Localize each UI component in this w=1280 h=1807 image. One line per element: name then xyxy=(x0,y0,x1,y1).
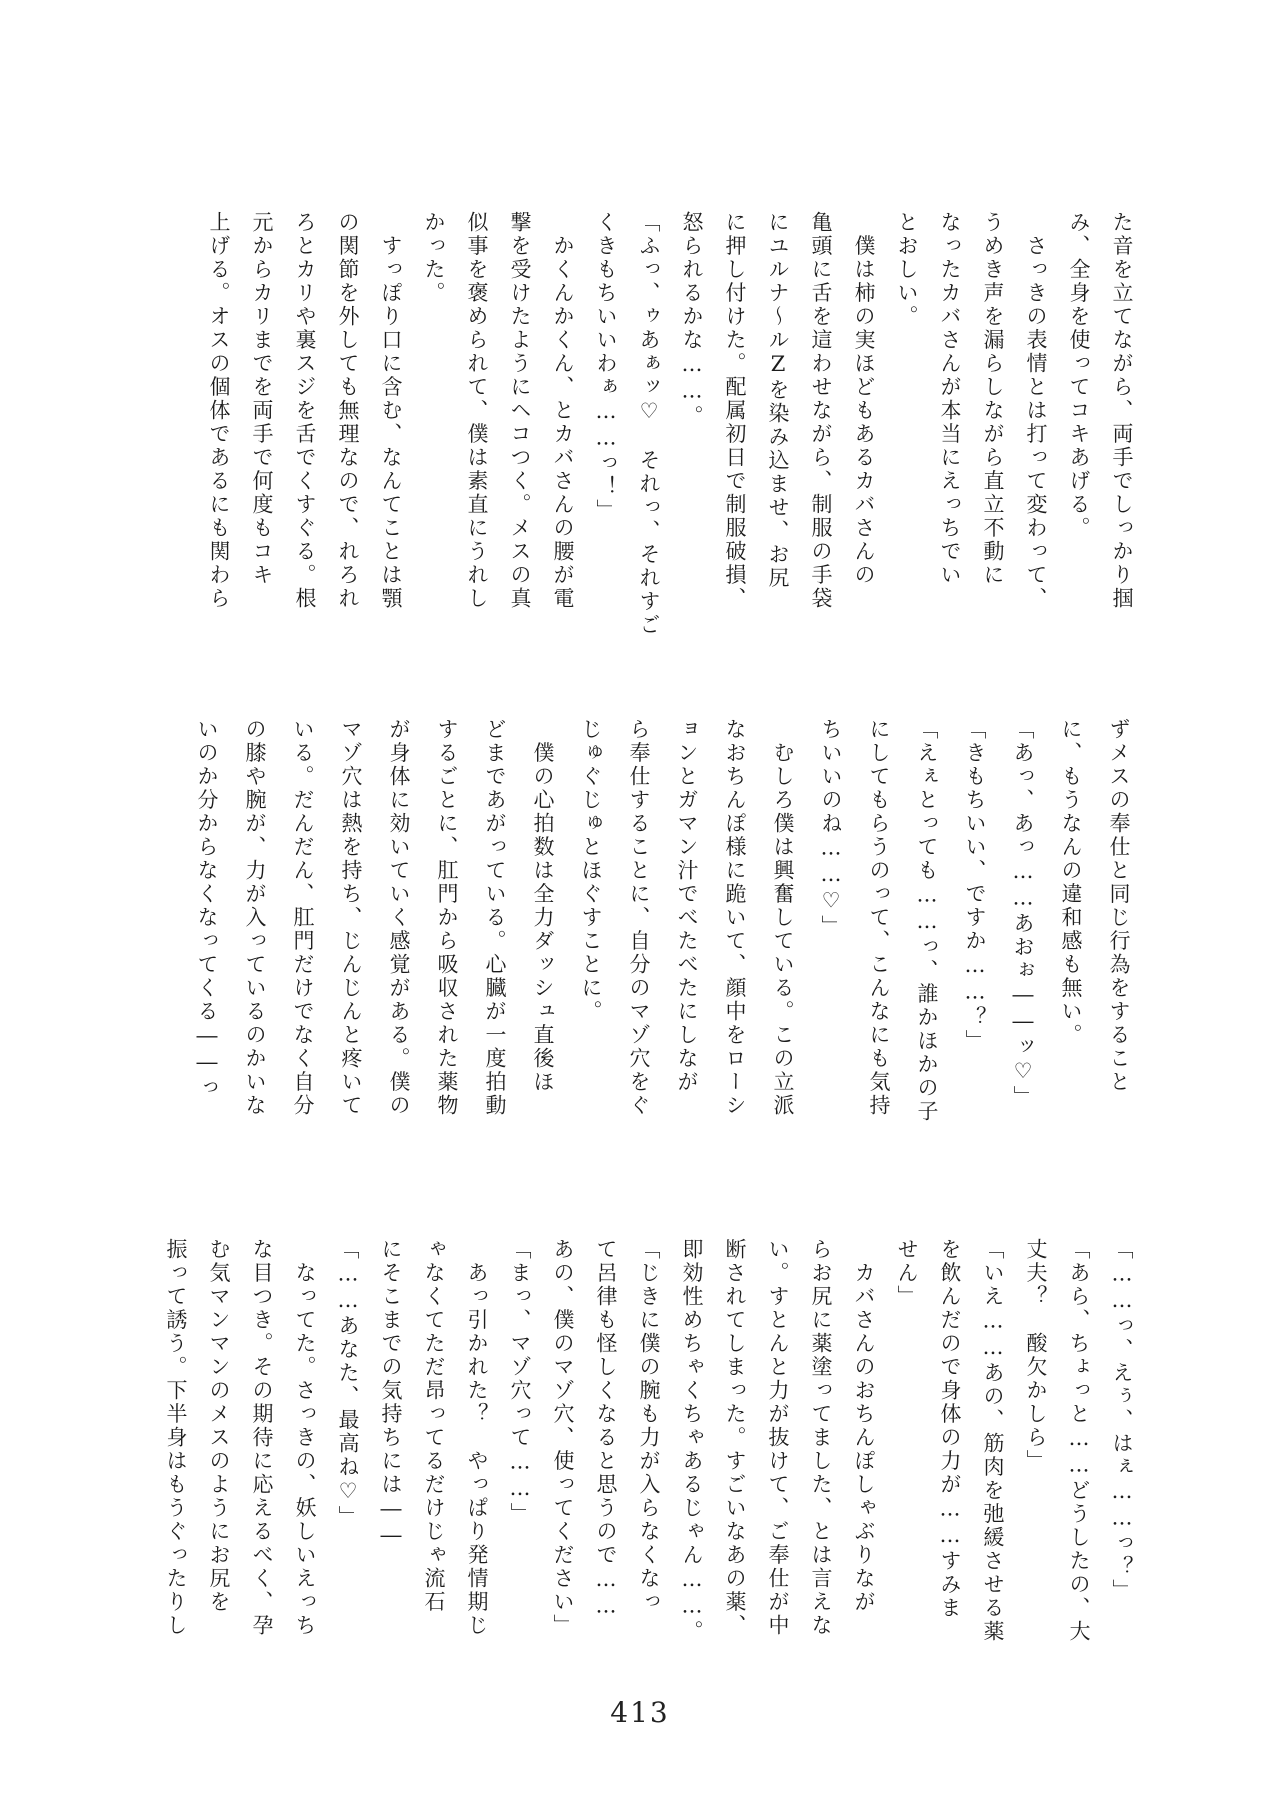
text-line: 怒られるかな……。 xyxy=(680,211,704,429)
text-line: の膝や腕が、力が入っているのかいな xyxy=(243,718,267,1118)
text-line: うめき声を漏らしながら直立不動に xyxy=(981,211,1005,587)
text-line: かくんかくん、とカバさんの腰が電 xyxy=(551,211,575,611)
text-line: 「じきに僕の腕も力が入らなくなっ xyxy=(637,1238,661,1614)
text-line: 「ふっ、ゥあぁッ♡ それっ、それすご xyxy=(637,211,661,637)
text-line: さっきの表情とは打って変わって、 xyxy=(1024,211,1048,611)
text-block-bottom xyxy=(154,1238,1143,1670)
text-line: 「あら、ちょっと……どうしたの、大 xyxy=(1067,1238,1091,1644)
text-line: 「……っ、えぅ、はぇ……っ？」 xyxy=(1110,1238,1134,1603)
text-line: あっ引かれた？ やっぱり発情期じ xyxy=(465,1238,489,1638)
text-block-middle xyxy=(183,718,1143,1150)
text-line: なおちんぽ様に跪いて、顔中をローシ xyxy=(723,718,747,1118)
text-line: あの、僕のマゾ穴、使ってください」 xyxy=(551,1238,575,1638)
text-line: じゅぐじゅとほぐすことに。 xyxy=(579,718,603,1024)
text-block-top xyxy=(197,211,1143,643)
page-number: 413 xyxy=(610,1696,670,1729)
text-line: にユルナ〜ルZを染み込ませ、お尻 xyxy=(766,211,790,590)
text-line: 撃を受けたようにヘコつく。メスの真 xyxy=(508,211,532,611)
text-line: に押し付けた。配属初日で制服破損、 xyxy=(723,211,747,611)
text-line: が身体に効いていく感覚がある。僕の xyxy=(387,718,411,1118)
text-line: ちいいのね……♡」 xyxy=(819,718,843,939)
text-line: 「いえ……あの、筋肉を弛緩させる薬 xyxy=(981,1238,1005,1644)
text-line: らお尻に薬塗ってました、とは言えな xyxy=(809,1238,833,1638)
text-line: 似事を褒められて、僕は素直にうれし xyxy=(465,211,489,611)
text-line: 僕は柿の実ほどもあるカバさんの xyxy=(852,211,876,587)
text-line: 「きもちいい、ですか……？」 xyxy=(963,718,987,1053)
text-line: いのか分からなくなってくる――っ xyxy=(195,718,219,1100)
text-line: 「えぇとっても……っ、誰かほかの子 xyxy=(915,718,939,1124)
text-line: せん」 xyxy=(895,1238,919,1309)
text-line: 断されてしまった。すごいなあの薬、 xyxy=(723,1238,747,1638)
text-line: どまであがっている。心臓が一度拍動 xyxy=(483,718,507,1118)
text-line: ゃなくてただ昂ってるだけじゃ流石 xyxy=(422,1238,446,1614)
text-line: 振って誘う。下半身はもうぐったりし xyxy=(164,1238,188,1638)
text-line: 僕の心拍数は全力ダッシュ直後ほ xyxy=(531,718,555,1094)
text-line: にしてもらうのって、こんなにも気持 xyxy=(867,718,891,1118)
text-line: 即効性めちゃくちゃあるじゃん……。 xyxy=(680,1238,704,1644)
text-line: するごとに、肛門から吸収された薬物 xyxy=(435,718,459,1118)
text-line: 「あっ、あっ……あおぉ――ッ♡」 xyxy=(1011,718,1035,1109)
text-line: た音を立てながら、両手でしっかり掴 xyxy=(1110,211,1134,611)
text-line: とおしい。 xyxy=(895,211,919,329)
text-line: かった。 xyxy=(422,211,446,305)
text-line: なってた。さっきの、妖しいえっち xyxy=(293,1238,317,1638)
text-line: くきもちいいわぁ……っ！」 xyxy=(594,211,618,523)
text-line: ずメスの奉仕と同じ行為をすること xyxy=(1107,718,1131,1094)
text-line: み、全身を使ってコキあげる。 xyxy=(1067,211,1091,540)
text-line: カバさんのおちんぽしゃぶりなが xyxy=(852,1238,876,1614)
text-line: て呂律も怪しくなると思うので…… xyxy=(594,1238,618,1620)
text-line: む気マンマンのメスのようにお尻を xyxy=(207,1238,231,1614)
text-line: にそこまでの気持ちには―― xyxy=(379,1238,403,1550)
text-line: の関節を外しても無理なので、れろれ xyxy=(336,211,360,611)
text-line: ら奉仕することに、自分のマゾ穴をぐ xyxy=(627,718,651,1118)
text-line: いる。だんだん、肛門だけでなく自分 xyxy=(291,718,315,1118)
text-line: むしろ僕は興奮している。この立派 xyxy=(771,718,795,1118)
text-line: 「……あなた、最高ね♡」 xyxy=(336,1238,360,1529)
text-line: 元からカリまでを両手で何度もコキ xyxy=(250,211,274,587)
text-line: ョンとガマン汁でべたべたにしなが xyxy=(675,718,699,1094)
text-line: なったカバさんが本当にえっちでい xyxy=(938,211,962,587)
text-line: い。すとんと力が抜けて、ご奉仕が中 xyxy=(766,1238,790,1638)
text-line: 「まっ、マゾ穴って……」 xyxy=(508,1238,532,1526)
text-line: 亀頭に舌を這わせながら、制服の手袋 xyxy=(809,211,833,611)
text-line: ろとカリや裏スジを舌でくすぐる。根 xyxy=(293,211,317,611)
text-line: を飲んだので身体の力が……すみま xyxy=(938,1238,962,1620)
text-line: マゾ穴は熱を持ち、じんじんと疼いて xyxy=(339,718,363,1118)
text-line: 上げる。オスの個体であるにも関わら xyxy=(207,211,231,611)
text-line: に、もうなんの違和感も無い。 xyxy=(1059,718,1083,1047)
text-line: 丈夫？ 酸欠かしら」 xyxy=(1024,1238,1048,1473)
text-line: すっぽり口に含む、なんてことは顎 xyxy=(379,211,403,611)
text-line: な目つき。その期待に応えるべく、孕 xyxy=(250,1238,274,1638)
